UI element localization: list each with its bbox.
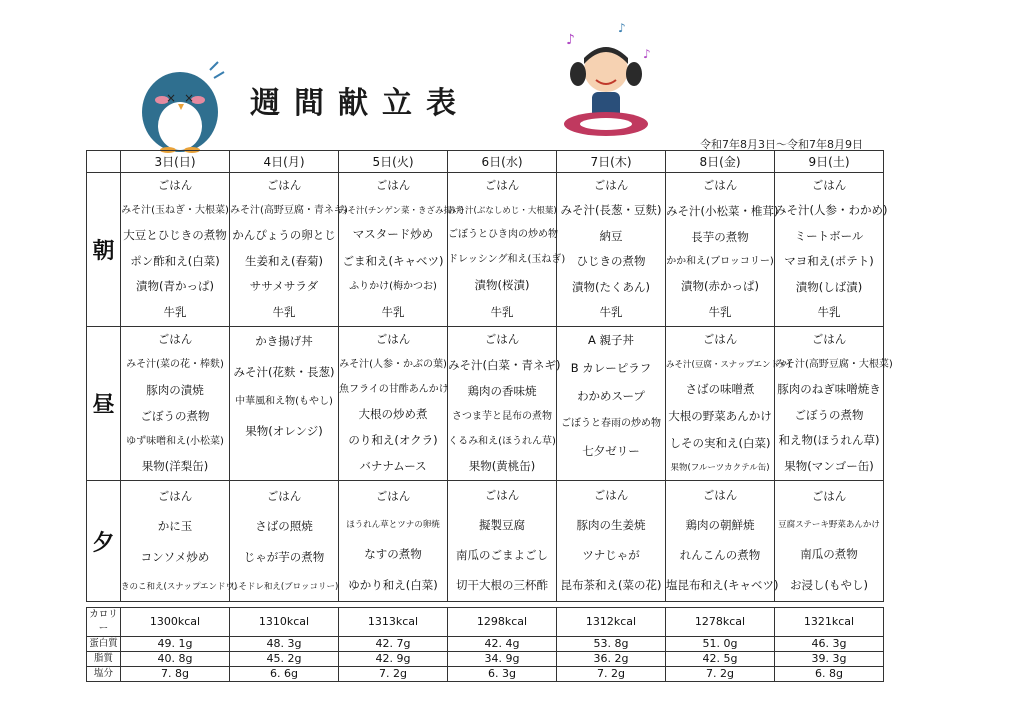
menu-item: バナナムース	[359, 459, 427, 474]
nutrition-label: カロリー	[87, 608, 121, 637]
menu-item: みそ汁(小松菜・椎茸)	[666, 203, 779, 218]
menu-item: ごはん	[266, 178, 302, 192]
menu-item: かか和え(ブロッコリー)	[666, 256, 774, 268]
nutrition-value: 6. 6g	[230, 667, 339, 682]
day-header: 8日(金)	[666, 151, 775, 173]
menu-item: マヨ和え(ポテト)	[784, 254, 874, 269]
menu-item: 鶏肉の朝鮮焼	[685, 518, 755, 533]
menu-cell	[339, 481, 448, 602]
menu-item: かき揚げ丼	[255, 334, 313, 349]
date-range: 令和7年8月3日～令和7年8月9日	[700, 138, 863, 151]
menu-item: みそ汁(長葱・豆麩)	[560, 203, 662, 218]
menu-item: しその実和え(白菜)	[669, 435, 771, 450]
svg-text:×: ×	[184, 91, 195, 105]
nutrition-value: 53. 8g	[557, 637, 666, 652]
svg-text:♪: ♪	[643, 47, 651, 61]
menu-cell	[775, 327, 893, 481]
nutrition-table	[86, 607, 884, 682]
menu-item: 和え物(ほうれん草)	[778, 433, 880, 448]
menu-item: なすの煮物	[364, 546, 422, 561]
menu-item: ツナじゃが	[582, 548, 640, 563]
menu-item: みそ汁(高野豆腐・大根菜)	[775, 358, 893, 370]
menu-item: ごはん	[484, 332, 520, 347]
menu-item: 牛乳	[708, 305, 732, 320]
menu-item: ごはん	[375, 332, 411, 347]
menu-item: ごはん	[266, 488, 302, 503]
day-header: 5日(火)	[339, 151, 448, 173]
menu-item: ごはん	[811, 488, 847, 503]
menu-item: さばの味噌煮	[685, 382, 755, 397]
menu-item: みそ汁(菜の花・棒麩)	[126, 359, 224, 371]
menu-item: ササメサラダ	[249, 279, 319, 294]
svg-text:♪: ♪	[618, 21, 626, 35]
nutrition-value: 45. 2g	[230, 652, 339, 667]
day-header: 9日(土)	[775, 151, 884, 173]
menu-cell	[666, 481, 779, 602]
menu-item: ごま和え(キャベツ)	[342, 253, 444, 268]
menu-item: 果物(マンゴー缶)	[784, 459, 874, 474]
menu-item: B カレーピラフ	[570, 361, 652, 376]
page-title: 週間献立表	[250, 86, 470, 121]
nutrition-row-protein	[87, 637, 884, 652]
nutrition-label: 塩分	[87, 667, 121, 682]
dinner-row	[87, 481, 884, 602]
menu-item: 長芋の煮物	[691, 229, 749, 244]
menu-item: ごぼうの煮物	[140, 408, 210, 423]
nutrition-value: 42. 7g	[339, 637, 448, 652]
menu-item: ごはん	[811, 177, 847, 192]
nutrition-value: 42. 5g	[666, 652, 775, 667]
nutrition-value: 1310kcal	[230, 608, 339, 637]
menu-item: しそドレ和え(ブロッコリー)	[230, 582, 339, 593]
menu-item: みそ汁(白菜・青ネギ)	[448, 358, 561, 373]
menu-item: 果物(黄桃缶)	[468, 459, 536, 474]
corner-cell	[87, 151, 121, 173]
menu-item: 昆布茶和え(菜の花)	[560, 578, 662, 593]
menu-item: ごはん	[157, 332, 193, 347]
nutrition-label: 蛋白質	[87, 637, 121, 652]
meal-label-dinner: 夕	[87, 481, 121, 602]
menu-item: かんぴょうの卵とじ	[232, 227, 336, 242]
menu-item: ごぼうとひき肉の炒め物	[448, 229, 558, 241]
nutrition-value: 48. 3g	[230, 637, 339, 652]
menu-item: さつま芋と昆布の煮物	[452, 411, 552, 423]
menu-cell	[230, 481, 339, 602]
nutrition-row-fat	[87, 652, 884, 667]
menu-item: みそ汁(玉ねぎ・大根菜)	[121, 204, 229, 216]
lunch-row	[87, 327, 884, 481]
menu-item: 牛乳	[490, 304, 514, 319]
nutrition-value: 51. 0g	[666, 637, 775, 652]
menu-item: 漬物(しば漬)	[795, 279, 863, 294]
menu-item: みそ汁(チンゲン菜・きざみ揚げ)	[339, 205, 464, 216]
nutrition-value: 1321kcal	[775, 608, 884, 637]
menu-item: さばの照焼	[255, 519, 313, 534]
nutrition-value: 7. 2g	[557, 667, 666, 682]
menu-cell	[775, 481, 884, 602]
nutrition-value: 6. 8g	[775, 667, 884, 682]
menu-item: 豆腐ステーキ野菜あんかけ	[778, 520, 880, 531]
menu-item: ごはん	[702, 178, 738, 192]
menu-item: 果物(洋梨缶)	[141, 459, 209, 474]
menu-item: 擬製豆腐	[479, 518, 525, 533]
meal-label-lunch: 昼	[87, 327, 121, 481]
menu-item: ごはん	[484, 488, 520, 503]
nutrition-row-calorie	[87, 608, 884, 637]
menu-cell	[339, 327, 448, 481]
menu-item: ミートボール	[794, 228, 864, 243]
swimmer-illustration	[548, 18, 663, 146]
nutrition-value: 1312kcal	[557, 608, 666, 637]
day-header-row	[87, 151, 884, 173]
menu-item: みそ汁(花麩・長葱)	[233, 364, 335, 379]
menu-item: 豚肉の漬焼	[146, 382, 204, 397]
menu-item: ごはん	[593, 488, 629, 503]
menu-item: 牛乳	[163, 305, 187, 320]
menu-item: ごはん	[157, 178, 193, 192]
menu-item: 果物(オレンジ)	[245, 423, 323, 438]
nutrition-value: 42. 9g	[339, 652, 448, 667]
nutrition-value: 1313kcal	[339, 608, 448, 637]
menu-item: 豚肉の生姜焼	[576, 518, 646, 533]
nutrition-value: 1300kcal	[121, 608, 230, 637]
day-header: 7日(木)	[557, 151, 666, 173]
menu-item: 七夕ゼリー	[582, 443, 640, 458]
menu-item: ごぼうの煮物	[794, 407, 864, 422]
menu-cell	[121, 173, 230, 327]
menu-cell	[121, 327, 230, 481]
menu-item: 魚フライの甘酢あんかけ	[339, 383, 449, 395]
nutrition-value: 7. 2g	[339, 667, 448, 682]
nutrition-row-salt	[87, 667, 884, 682]
menu-item: 切干大根の三杯酢	[456, 578, 548, 593]
menu-item: みそ汁(人参・わかめ)	[775, 203, 888, 218]
menu-item: 塩昆布和え(キャベツ)	[666, 578, 779, 593]
menu-item: ほうれん草とツナの卵焼	[346, 520, 440, 531]
menu-item: お浸し(もやし)	[790, 577, 868, 592]
menu-item: 果物(フルーツカクテル缶)	[670, 463, 770, 474]
nutrition-value: 1298kcal	[448, 608, 557, 637]
menu-item: きのこ和え(スナップエンドウ)	[121, 582, 238, 593]
nutrition-value: 46. 3g	[775, 637, 884, 652]
menu-item: ごはん	[375, 488, 411, 503]
menu-cell	[448, 173, 566, 327]
menu-item: ごはん	[375, 178, 411, 193]
menu-item: 南瓜の煮物	[800, 546, 858, 561]
menu-item: A 親子丼	[587, 333, 635, 348]
menu-item: 生姜和え(春菊)	[245, 253, 323, 268]
menu-item: くるみ和え(ほうれん草)	[448, 435, 556, 447]
menu-item: ごぼうと春雨の炒め物	[561, 418, 661, 430]
menu-item: ゆかり和え(白菜)	[348, 577, 438, 592]
menu-item: ゆず味噌和え(小松菜)	[126, 435, 224, 447]
menu-item: コンソメ炒め	[140, 550, 210, 565]
svg-text:×: ×	[166, 91, 177, 105]
menu-item: ふりかけ(梅かつお)	[349, 281, 437, 293]
menu-cell	[339, 173, 464, 327]
menu-item: のり和え(オクラ)	[348, 432, 438, 447]
nutrition-value: 7. 8g	[121, 667, 230, 682]
nutrition-value: 36. 2g	[557, 652, 666, 667]
menu-item: 納豆	[599, 228, 623, 243]
nutrition-value: 7. 2g	[666, 667, 775, 682]
menu-item: みそ汁(人参・かぶの葉)	[339, 359, 447, 371]
menu-cell	[121, 481, 238, 602]
menu-item: ポン酢和え(白菜)	[130, 253, 220, 268]
menu-item: 大根の野菜あんかけ	[668, 408, 772, 423]
day-header: 3日(日)	[121, 151, 230, 173]
menu-cell	[557, 327, 666, 481]
breakfast-row	[87, 173, 884, 327]
menu-item: 漬物(赤かっぱ)	[681, 279, 759, 294]
menu-item: 漬物(桜漬)	[474, 277, 530, 292]
menu-item: 中華風和え物(もやし)	[235, 396, 333, 408]
menu-item: 漬物(青かっぱ)	[136, 279, 214, 294]
menu-item: みそ汁(豆腐・スナップエンドウ)	[666, 360, 791, 371]
menu-item: みそ汁(高野豆腐・青ネギ)	[230, 204, 348, 216]
menu-item: わかめスープ	[577, 389, 645, 404]
menu-item: ひじきの煮物	[576, 254, 646, 269]
menu-item: ごはん	[702, 332, 738, 347]
menu-cell	[775, 173, 888, 327]
menu-item: マスタード炒め	[352, 227, 434, 242]
penguin-illustration	[128, 60, 228, 155]
menu-cell	[666, 327, 791, 481]
menu-item: ごはん	[157, 488, 193, 503]
menu-item: みそ汁(ぶなしめじ・大根葉)	[448, 206, 557, 217]
nutrition-label: 脂質	[87, 652, 121, 667]
menu-cell	[448, 481, 557, 602]
menu-item: 漬物(たくあん)	[572, 279, 650, 294]
nutrition-value: 34. 9g	[448, 652, 557, 667]
menu-item: ごはん	[593, 177, 629, 192]
menu-item: ごはん	[811, 332, 847, 346]
menu-cell	[666, 173, 779, 327]
menu-item: 豚肉のねぎ味噌焼き	[777, 381, 881, 396]
menu-cell	[557, 173, 666, 327]
menu-item: 大豆とひじきの煮物	[123, 227, 227, 242]
menu-item: ごはん	[702, 488, 738, 503]
menu-item: かに玉	[157, 519, 193, 534]
day-header: 4日(月)	[230, 151, 339, 173]
menu-item: 牛乳	[599, 305, 623, 320]
menu-cell	[448, 327, 561, 481]
nutrition-value: 40. 8g	[121, 652, 230, 667]
meal-label-breakfast: 朝	[87, 173, 121, 327]
menu-item: 牛乳	[272, 305, 296, 320]
nutrition-value: 1278kcal	[666, 608, 775, 637]
nutrition-value: 49. 1g	[121, 637, 230, 652]
weekly-menu-table	[86, 150, 893, 602]
menu-item: ごはん	[484, 178, 520, 193]
nutrition-value: 6. 3g	[448, 667, 557, 682]
nutrition-value: 42. 4g	[448, 637, 557, 652]
nutrition-value: 39. 3g	[775, 652, 884, 667]
menu-item: 牛乳	[381, 304, 405, 319]
menu-item: れんこんの煮物	[679, 548, 761, 563]
menu-item: 南瓜のごまよごし	[456, 548, 548, 563]
svg-text:♪: ♪	[566, 32, 575, 48]
menu-item: ドレッシング和え(玉ねぎ)	[448, 254, 566, 266]
menu-item: じゃが芋の煮物	[243, 550, 325, 565]
day-header: 6日(水)	[448, 151, 557, 173]
menu-cell	[230, 173, 348, 327]
menu-item: 大根の炒め煮	[358, 406, 428, 421]
menu-cell	[230, 327, 339, 481]
menu-item: 鶏肉の香味焼	[467, 384, 537, 399]
menu-item: 牛乳	[817, 305, 841, 320]
menu-cell	[557, 481, 666, 602]
